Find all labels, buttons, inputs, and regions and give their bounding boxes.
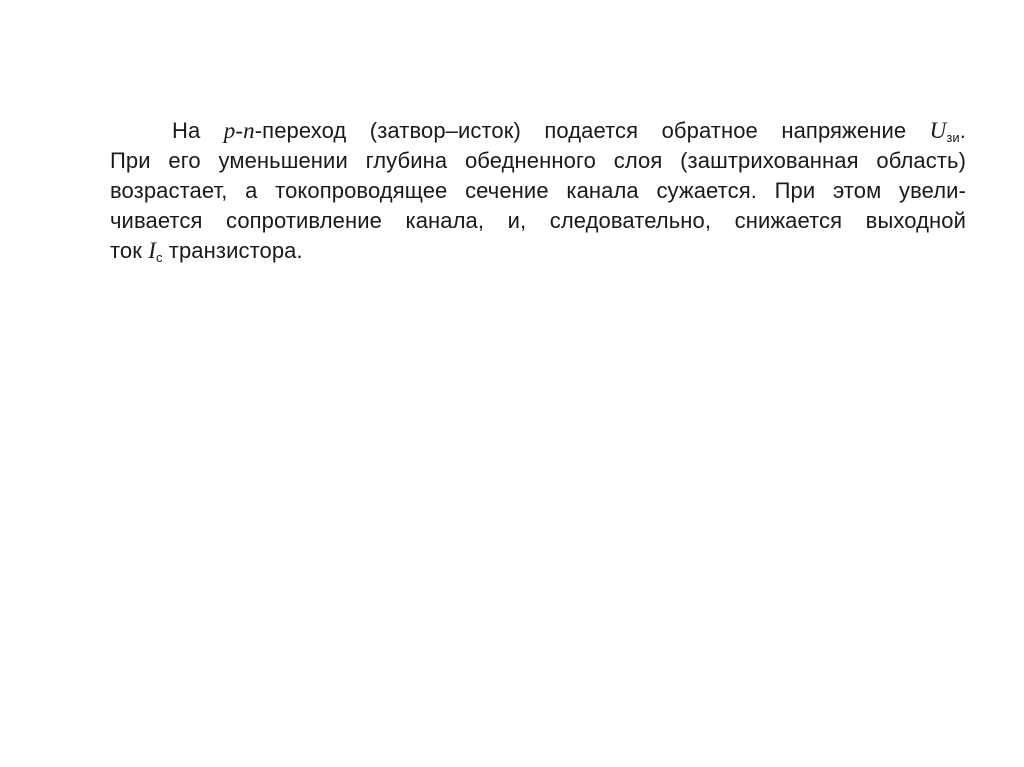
text-line-1 [110, 116, 966, 146]
voltage-symbol [930, 118, 960, 143]
pn-junction-symbol: p-n [223, 118, 255, 143]
line1-end: . [959, 118, 966, 143]
line1-prefix: На [172, 118, 224, 143]
current-symbol [148, 238, 162, 263]
text-line-3: возрастает, а токопроводящее сечение канала сужается. При этом увели- [110, 178, 966, 203]
voltage-subscript: зи [946, 130, 960, 145]
paragraph-text [110, 116, 966, 266]
current-subscript: с [155, 250, 163, 265]
current-letter: I [148, 238, 156, 263]
voltage-letter: U [929, 118, 947, 143]
text-line-5 [110, 236, 966, 266]
text-line-2: При его уменьшении глубина обедненного слоя (заштрихованная область) [110, 148, 966, 173]
line5-end: транзистора. [162, 238, 303, 263]
line5-prefix: ток [110, 238, 149, 263]
text-line-4: чивается сопротивление канала, и, следовательно, снижается выходной [110, 208, 966, 233]
line1-middle: -переход (затвор–исток) подается обратное напряжение [254, 118, 930, 143]
